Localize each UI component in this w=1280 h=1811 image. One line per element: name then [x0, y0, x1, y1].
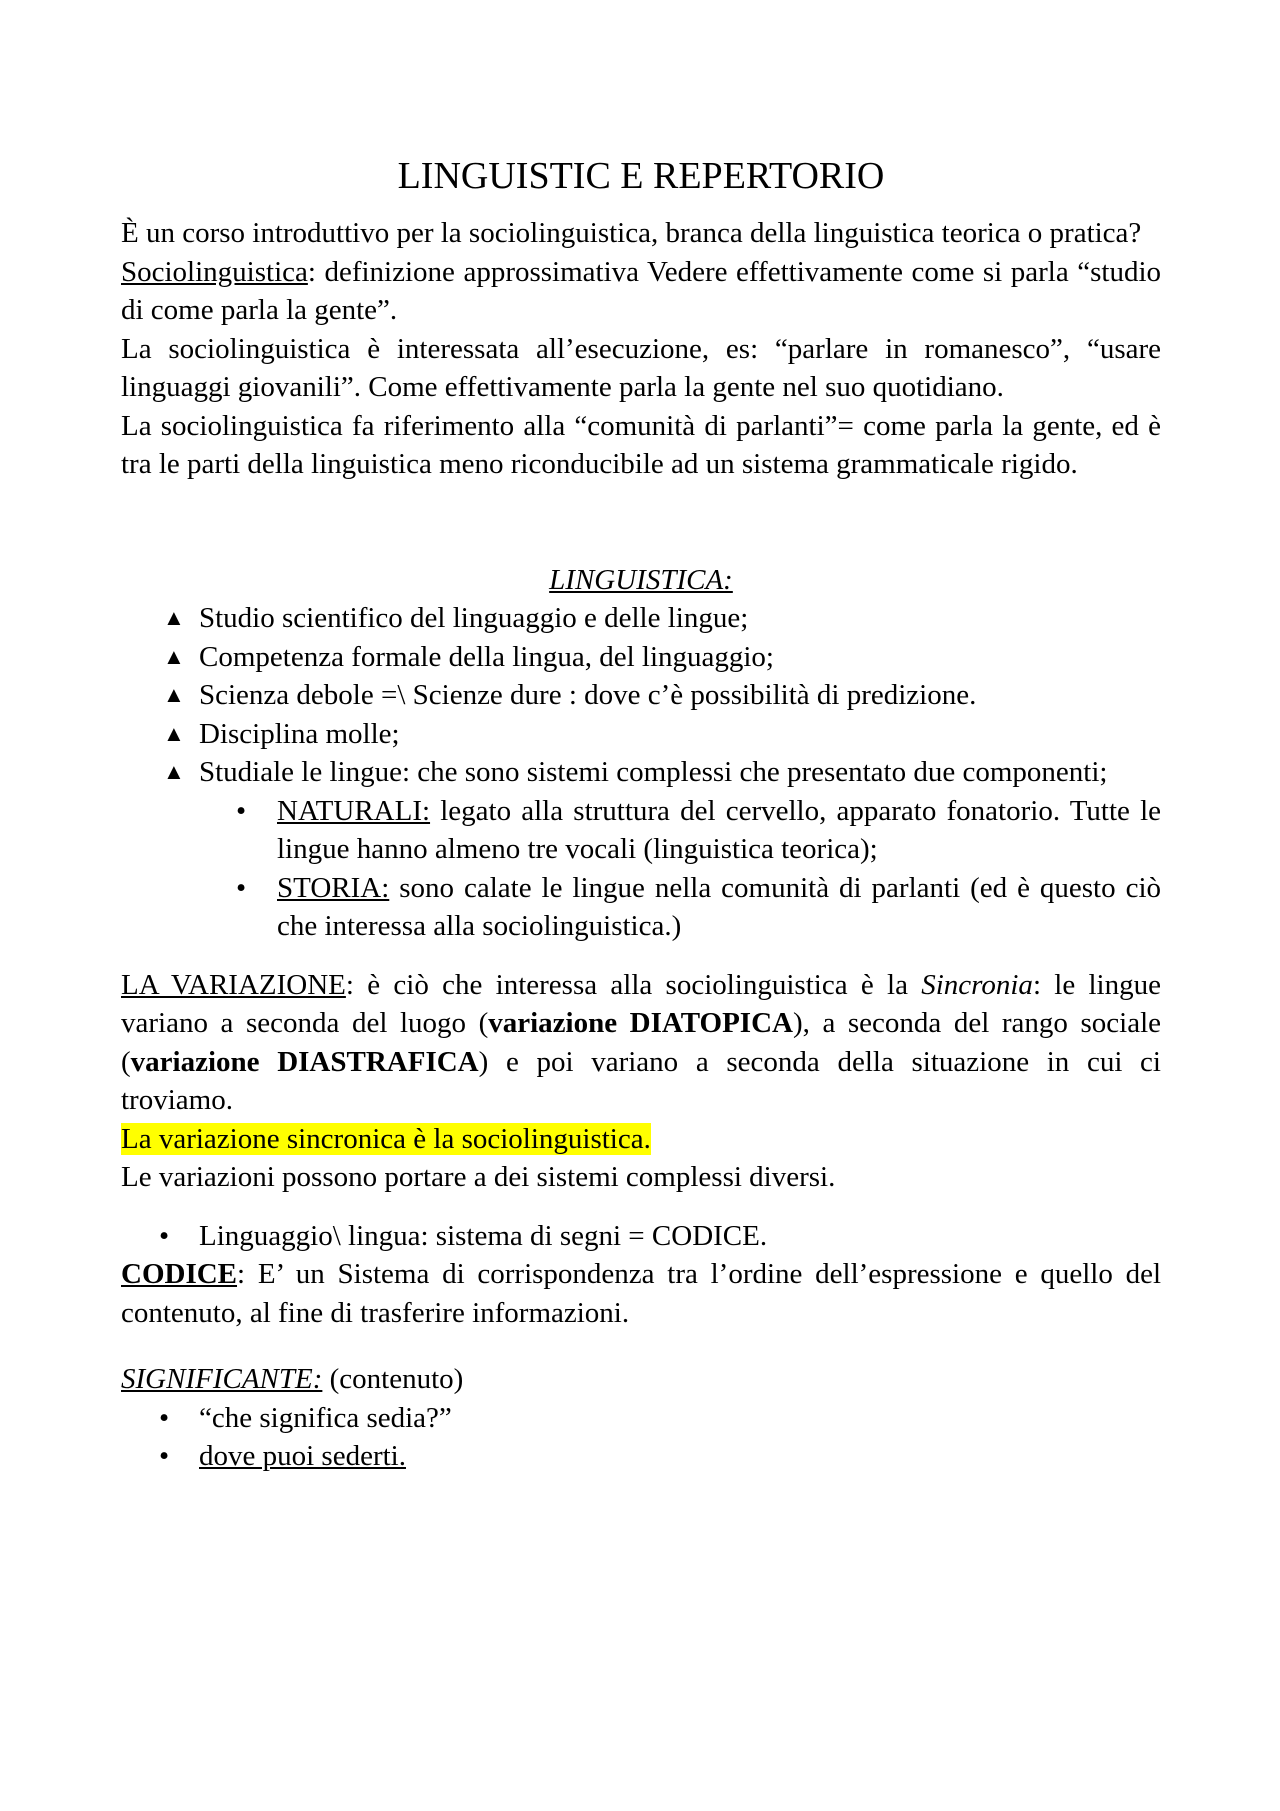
- dot-bullet-icon: •: [236, 794, 247, 827]
- list-item: ▲ Studio scientifico del linguaggio e delle lingue;: [121, 599, 1161, 638]
- componenti-list: [121, 792, 1161, 946]
- codice-definition: CODICE: E’ un Sistema di corrispondenza tra l’ordine dell’espressione e quello del contenuto, al fine di trasferire informazioni.: [121, 1258, 1161, 1329]
- list-item: • NATURALI: legato alla struttura del cervello, apparato fonatorio. Tutte le lingue hanno almeno tre vocali (linguistica teorica);: [121, 792, 1161, 869]
- triangle-bullet-icon: ▲: [163, 759, 185, 784]
- list-item: ▲ Scienza debole =\ Scienze dure : dove c’è possibilità di predizione.: [121, 676, 1161, 715]
- sociolinguistica-community: La sociolinguistica fa riferimento alla “comunità di parlanti”= come parla la gente, ed è tra le parti della linguistica meno riconducibile ad un sistema grammaticale rigido.: [121, 409, 1161, 480]
- dot-bullet-icon: •: [159, 1401, 170, 1434]
- list-item: ▲ Disciplina molle;: [121, 715, 1161, 754]
- naturali-term: NATURALI:: [277, 794, 431, 827]
- list-item: • dove puoi sederti.: [121, 1437, 1161, 1476]
- linguistica-heading: LINGUISTICA:: [549, 563, 733, 596]
- document-page: [121, 148, 1161, 1476]
- storia-term: STORIA:: [277, 871, 390, 904]
- list-item: • STORIA: sono calate le lingue nella comunità di parlanti (ed è questo ciò che interessa alla sociolinguistica.): [121, 869, 1161, 946]
- significante-term: SIGNIFICANTE:: [121, 1363, 323, 1395]
- list-item: • Linguaggio\ lingua: sistema di segni = CODICE.: [121, 1217, 1161, 1256]
- intro-question: È un corso introduttivo per la sociolinguistica, branca della linguistica teorica o pratica?: [121, 217, 1142, 249]
- dot-bullet-icon: •: [236, 871, 247, 904]
- triangle-bullet-icon: ▲: [163, 643, 185, 669]
- dot-bullet-icon: •: [159, 1440, 170, 1472]
- page-title: LINGUISTIC E REPERTORIO: [397, 155, 885, 197]
- triangle-bullet-icon: ▲: [163, 682, 185, 707]
- triangle-bullet-icon: ▲: [163, 720, 185, 746]
- sociolinguistica-definition: Sociolinguistica: definizione approssimativa Vedere effettivamente come si parla “studio di come parla la gente”.: [121, 255, 1161, 326]
- list-item: ▲ Competenza formale della lingua, del linguaggio;: [121, 638, 1161, 677]
- significante-heading: SIGNIFICANTE: (contenuto): [121, 1363, 464, 1395]
- variazione-paragraph: LA VARIAZIONE: è ciò che interessa alla sociolinguistica è la Sincronia: le lingue variano a seconda del luogo (variazione DIATOPICA), a seconda del rango sociale (variazione DIASTRAFICA) e poi variano a seconda della situazione in cui ci troviamo.: [121, 968, 1161, 1116]
- linguistica-list: [121, 599, 1161, 792]
- dot-bullet-icon: •: [159, 1219, 170, 1252]
- variazione-term: LA VARIAZIONE: [121, 968, 346, 1001]
- variazioni-note: Le variazioni possono portare a dei sistemi complessi diversi.: [121, 1161, 836, 1193]
- codice-list: [121, 1217, 1161, 1256]
- significante-list: [121, 1399, 1161, 1476]
- sociolinguistica-term: Sociolinguistica: [121, 255, 308, 288]
- sociolinguistica-interest: La sociolinguistica è interessata all’esecuzione, es: “parlare in romanesco”, “usare linguaggi giovanili”. Come effettivamente parla la gente nel suo quotidiano.: [121, 332, 1161, 403]
- list-item: • “che significa sedia?”: [121, 1399, 1161, 1438]
- highlighted-sentence: La variazione sincronica è la sociolinguistica.: [121, 1122, 651, 1155]
- triangle-bullet-icon: ▲: [163, 605, 185, 630]
- codice-term: CODICE: [121, 1258, 238, 1290]
- list-item: ▲ Studiale le lingue: che sono sistemi complessi che presentato due componenti;: [121, 753, 1161, 792]
